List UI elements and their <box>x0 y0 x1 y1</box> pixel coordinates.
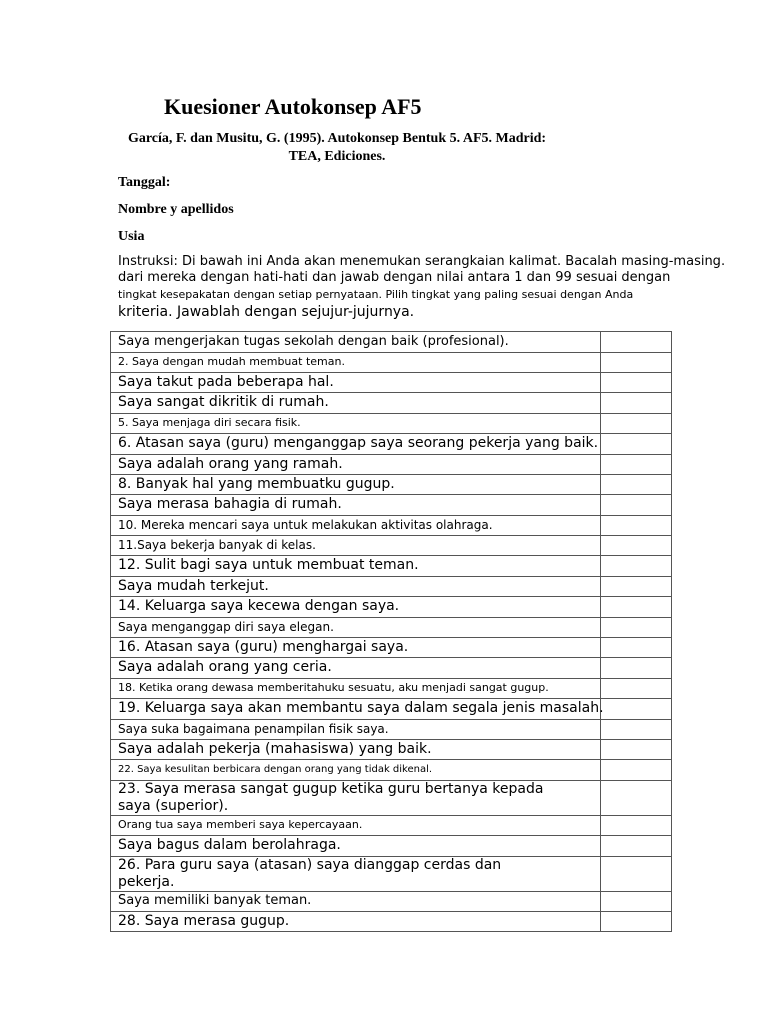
question-text: 22. Saya kesulitan berbicara dengan orang yang tidak dikenal. <box>118 764 433 775</box>
answer-cell[interactable] <box>601 414 672 434</box>
answer-cell[interactable] <box>601 516 672 536</box>
questionnaire-row <box>111 781 672 816</box>
questionnaire-row <box>111 577 672 597</box>
question-cell <box>111 393 601 414</box>
question-cell <box>111 475 601 495</box>
question-text: 19. Keluarga saya akan membantu saya dalam segala jenis masalah. <box>118 700 604 716</box>
question-cell <box>111 332 601 353</box>
question-text: 16. Atasan saya (guru) menghargai saya. <box>118 639 409 655</box>
questionnaire-row <box>111 740 672 760</box>
questionnaire-row <box>111 455 672 475</box>
question-text: 18. Ketika orang dewasa memberitahuku sesuatu, aku menjadi sangat gugup. <box>118 681 549 694</box>
answer-cell[interactable] <box>601 699 672 720</box>
age-label: Usia <box>118 229 145 244</box>
answer-cell[interactable] <box>601 353 672 373</box>
question-text: Orang tua saya memberi saya kepercayaan. <box>118 818 363 831</box>
questionnaire-row <box>111 536 672 556</box>
questionnaire-row <box>111 892 672 912</box>
answer-cell[interactable] <box>601 816 672 836</box>
questionnaire-row <box>111 857 672 892</box>
question-cell <box>111 414 601 434</box>
instructions-line-3: tingkat kesepakatan dengan setiap pernyataan. Pilih tingkat yang paling sesuai dengan Anda <box>118 288 634 301</box>
question-cell <box>111 912 601 932</box>
question-cell <box>111 816 601 836</box>
question-cell <box>111 638 601 658</box>
question-cell <box>111 618 601 638</box>
question-text: 11.Saya bekerja banyak di kelas. <box>118 538 316 552</box>
question-cell <box>111 836 601 857</box>
questionnaire-row <box>111 597 672 618</box>
question-text: Saya adalah pekerja (mahasiswa) yang baik. <box>118 741 432 757</box>
question-text: Saya menganggap diri saya elegan. <box>118 620 334 634</box>
questionnaire-row <box>111 495 672 516</box>
question-text: Saya merasa bahagia di rumah. <box>118 496 342 512</box>
question-cell <box>111 892 601 912</box>
question-text: Saya mudah terkejut. <box>118 578 269 594</box>
citation <box>110 130 564 166</box>
questionnaire-row <box>111 816 672 836</box>
question-cell <box>111 455 601 475</box>
questionnaire-table <box>110 331 672 932</box>
question-cell <box>111 679 601 699</box>
answer-cell[interactable] <box>601 836 672 857</box>
question-text: 5. Saya menjaga diri secara fisik. <box>118 416 301 429</box>
question-cell <box>111 536 601 556</box>
question-text: 28. Saya merasa gugup. <box>118 913 290 929</box>
questionnaire-row <box>111 475 672 495</box>
questionnaire-row <box>111 393 672 414</box>
answer-cell[interactable] <box>601 760 672 781</box>
question-cell <box>111 740 601 760</box>
answer-cell[interactable] <box>601 556 672 577</box>
questionnaire-row <box>111 414 672 434</box>
answer-cell[interactable] <box>601 618 672 638</box>
question-cell <box>111 720 601 740</box>
questionnaire-row <box>111 434 672 455</box>
answer-cell[interactable] <box>601 577 672 597</box>
question-text: 10. Mereka mencari saya untuk melakukan aktivitas olahraga. <box>118 518 493 532</box>
question-text: 23. Saya merasa sangat gugup ketika guru bertanya kepada saya (superior). <box>118 781 544 814</box>
answer-cell[interactable] <box>601 455 672 475</box>
answer-cell[interactable] <box>601 597 672 618</box>
answer-cell[interactable] <box>601 536 672 556</box>
questionnaire-row <box>111 638 672 658</box>
question-text: Saya adalah orang yang ceria. <box>118 659 332 675</box>
question-cell <box>111 760 601 781</box>
question-cell <box>111 516 601 536</box>
questionnaire-row <box>111 516 672 536</box>
question-text: Saya memiliki banyak teman. <box>118 893 312 908</box>
question-text: Saya mengerjakan tugas sekolah dengan baik (profesional). <box>118 334 509 349</box>
questionnaire-row <box>111 760 672 781</box>
questionnaire-row <box>111 556 672 577</box>
question-text: 8. Banyak hal yang membuatku gugup. <box>118 476 395 492</box>
question-cell <box>111 434 601 455</box>
answer-cell[interactable] <box>601 912 672 932</box>
question-cell <box>111 495 601 516</box>
questionnaire-row <box>111 618 672 638</box>
questionnaire-row <box>111 353 672 373</box>
question-text: Saya adalah orang yang ramah. <box>118 456 343 472</box>
answer-cell[interactable] <box>601 892 672 912</box>
answer-cell[interactable] <box>601 658 672 679</box>
answer-cell[interactable] <box>601 857 672 892</box>
question-cell <box>111 857 601 892</box>
document-title: Kuesioner Autokonsep AF5 <box>164 94 422 119</box>
question-cell <box>111 781 601 816</box>
question-cell <box>111 353 601 373</box>
answer-cell[interactable] <box>601 740 672 760</box>
citation-line-2: TEA, Ediciones. <box>288 149 386 164</box>
instructions-line-4: kriteria. Jawablah dengan sejujur-jujurnya. <box>118 304 415 320</box>
answer-cell[interactable] <box>601 720 672 740</box>
questionnaire-row <box>111 836 672 857</box>
citation-line-1: García, F. dan Musitu, G. (1995). Autokonsep Bentuk 5. AF5. Madrid: <box>127 131 547 146</box>
questionnaire-row <box>111 720 672 740</box>
questionnaire-row <box>111 658 672 679</box>
question-cell <box>111 556 601 577</box>
answer-cell[interactable] <box>601 373 672 393</box>
question-cell <box>111 597 601 618</box>
answer-cell[interactable] <box>601 781 672 816</box>
answer-cell[interactable] <box>601 679 672 699</box>
question-text: 26. Para guru saya (atasan) saya dianggap cerdas dan pekerja. <box>118 857 502 890</box>
questionnaire-row <box>111 373 672 393</box>
instructions-line-2: dari mereka dengan hati-hati dan jawab dengan nilai antara 1 dan 99 sesuai dengan <box>118 270 671 285</box>
answer-cell[interactable] <box>601 393 672 414</box>
question-cell <box>111 373 601 393</box>
questionnaire-row <box>111 699 672 720</box>
answer-cell[interactable] <box>601 434 672 455</box>
question-text: Saya bagus dalam berolahraga. <box>118 837 341 853</box>
question-text: 2. Saya dengan mudah membuat teman. <box>118 355 345 368</box>
question-cell <box>111 699 604 720</box>
question-text: Saya sangat dikritik di rumah. <box>118 394 329 410</box>
answer-cell[interactable] <box>601 475 672 495</box>
question-text: 14. Keluarga saya kecewa dengan saya. <box>118 598 400 614</box>
questionnaire-row <box>111 912 672 932</box>
answer-cell[interactable] <box>601 495 672 516</box>
question-text: 6. Atasan saya (guru) menganggap saya seorang pekerja yang baik. <box>118 435 599 451</box>
question-text: 12. Sulit bagi saya untuk membuat teman. <box>118 557 419 573</box>
instructions-line-1: Instruksi: Di bawah ini Anda akan menemukan serangkaian kalimat. Bacalah masing-masing. <box>118 254 726 269</box>
answer-cell[interactable] <box>601 332 672 353</box>
question-text: Saya suka bagaimana penampilan fisik saya. <box>118 722 389 736</box>
date-label: Tanggal: <box>118 175 171 190</box>
question-text: Saya takut pada beberapa hal. <box>118 374 334 390</box>
question-cell <box>111 658 601 679</box>
name-label: Nombre y apellidos <box>118 202 234 217</box>
question-cell <box>111 577 601 597</box>
questionnaire-row <box>111 679 672 699</box>
answer-cell[interactable] <box>601 638 672 658</box>
questionnaire-row <box>111 332 672 353</box>
